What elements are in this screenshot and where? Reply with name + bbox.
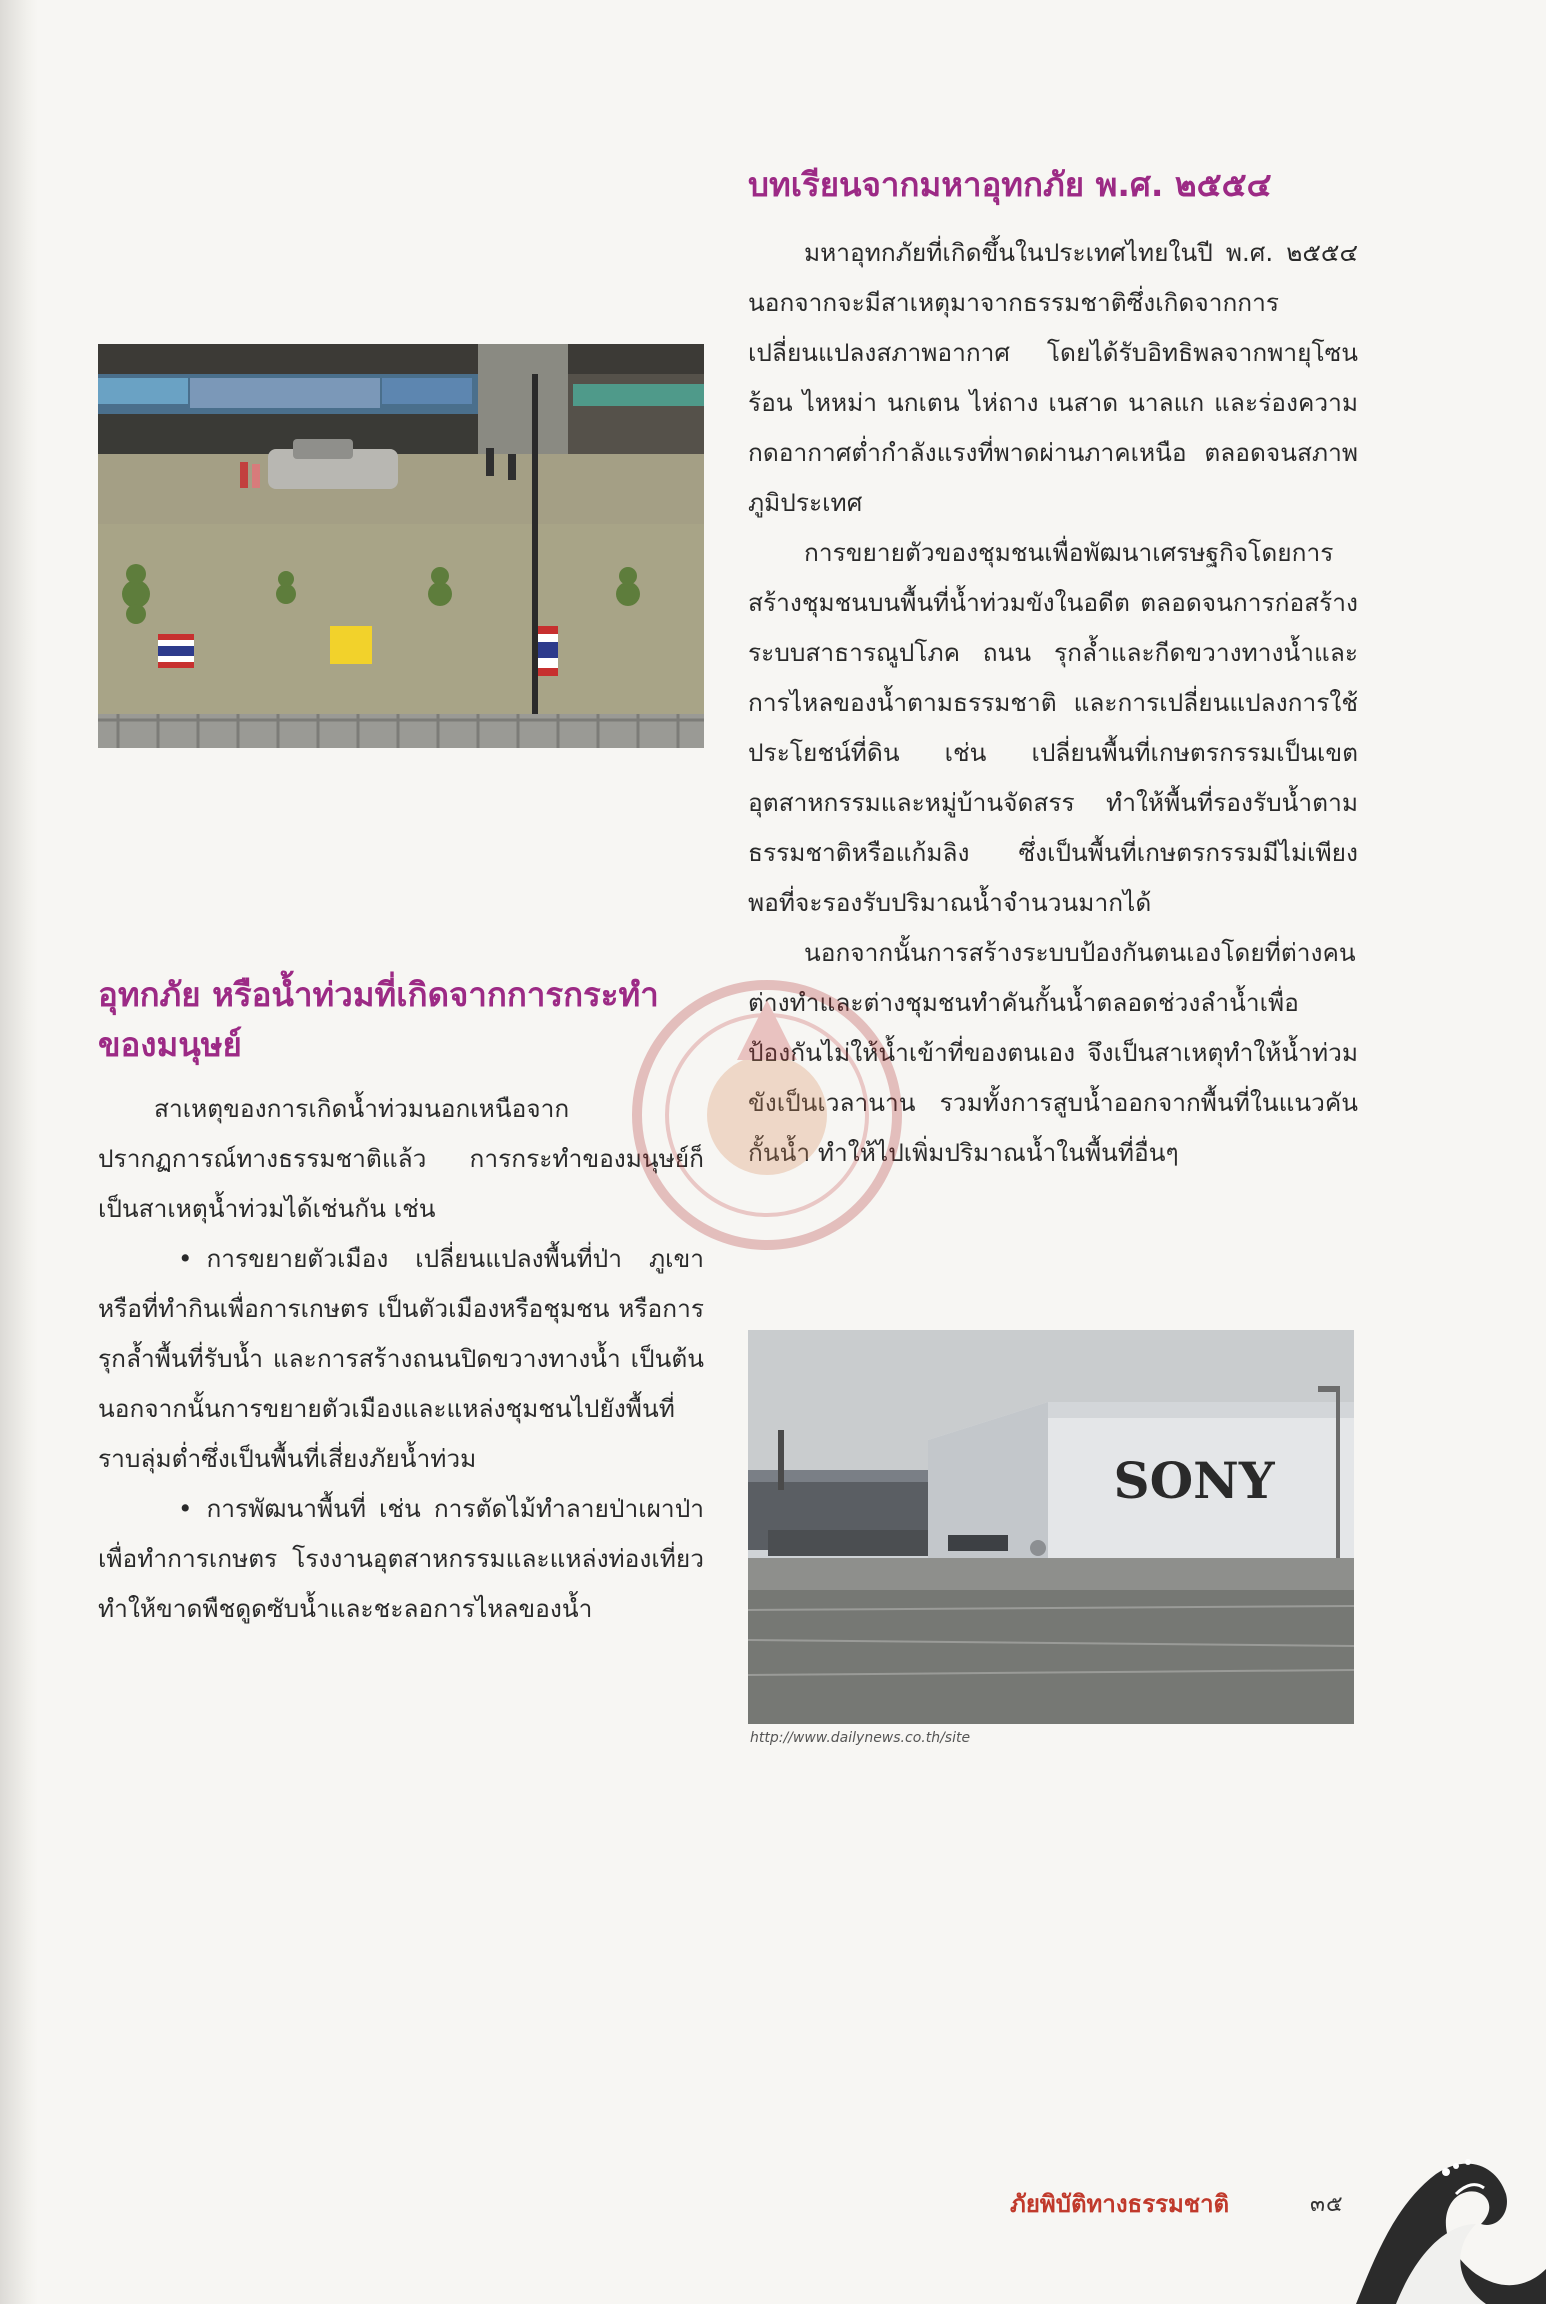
section-heading-lessons: บทเรียนจากมหาอุทกภัย พ.ศ. ๒๕๕๔ xyxy=(748,165,1272,204)
page-number: ๓๕ xyxy=(1310,2192,1344,2217)
intro-paragraph: สาเหตุของการเกิดน้ำท่วมนอกเหนือจากปรากฏการณ์ทางธรรมชาติแล้ว การกระทำของมนุษย์ก็เป็นสาเหตุน้ำท่วมได้เช่นกัน เช่น xyxy=(98,1094,704,1223)
bullet-item: • การขยายตัวเมือง เปลี่ยนแปลงพื้นที่ป่า ภูเขา หรือที่ทำกินเพื่อการเกษตร เป็นตัวเมืองหรือชุมชน หรือการรุกล้ำพื้นที่รับน้ำ และการสร้างถนนปิดขวางทางน้ำ เป็นต้น นอกจากนั้นการขยายตัวเมืองและแหล่งชุมชนไปยังพื้นที่ราบลุ่มต่ำซึ่งเป็นพื้นที่เสี่ยงภัยน้ำท่วม xyxy=(98,1234,704,1484)
watermark-seal xyxy=(622,970,912,1260)
bullet-icon: • xyxy=(178,1494,193,1523)
bullet-icon: • xyxy=(178,1244,193,1273)
page-binding-shadow xyxy=(0,0,38,2304)
bullet-item: • การพัฒนาพื้นที่ เช่น การตัดไม้ทำลายป่าเผาป่า เพื่อทำการเกษตร โรงงานอุตสาหกรรมและแหล่งท่องเที่ยว ทำให้ขาดพืชดูดซับน้ำและชะลอการไหลของน้ำ xyxy=(98,1484,704,1634)
flood-street-photo xyxy=(98,344,704,748)
factory-sign-text: SONY xyxy=(1113,1451,1275,1510)
footer-section-title: ภัยพิบัติทางธรรมชาติ xyxy=(1010,2190,1230,2218)
section-heading-human-flood: อุทกภัย หรือน้ำท่วมที่เกิดจากการกระทำของมนุษย์ xyxy=(98,975,659,1064)
photo-credit-caption: http://www.dailynews.co.th/site xyxy=(750,1730,971,1746)
paragraph: การขยายตัวของชุมชนเพื่อพัฒนาเศรษฐกิจโดยการสร้างชุมชนบนพื้นที่น้ำท่วมขังในอดีต ตลอดจนการก่อสร้างระบบสาธารณูปโภค ถนน รุกล้ำและกีดขวางทางน้ำและการไหลของน้ำตามธรรมชาติ และการเปลี่ยนแปลงการใช้ประโยชน์ที่ดิน เช่น เปลี่ยนพื้นที่เกษตรกรรมเป็นเขตอุตสาหกรรมและหมู่บ้านจัดสรร ทำให้พื้นที่รองรับน้ำตามธรรมชาติหรือแก้มลิง ซึ่งเป็นพื้นที่เกษตรกรรมมีไม่เพียงพอที่จะรองรับปริมาณน้ำจำนวนมากได้ xyxy=(748,538,1358,917)
flooded-factory-photo xyxy=(748,1330,1354,1724)
left-column xyxy=(98,970,704,1634)
wave-illustration xyxy=(1356,2054,1546,2304)
paragraph: มหาอุทกภัยที่เกิดขึ้นในประเทศไทยในปี พ.ศ. ๒๕๕๔ นอกจากจะมีสาเหตุมาจากธรรมชาติซึ่งเกิดจากการเปลี่ยนแปลงสภาพอากาศ โดยได้รับอิทธิพลจากพายุโซนร้อน ไหหม่า นกเตน ไห่ถาง เนสาด นาลแก และร่องความกดอากาศต่ำกำลังแรงที่พาดผ่านภาคเหนือ ตลอดจนสภาพภูมิประเทศ xyxy=(748,238,1358,517)
paragraph: นอกจากนั้นการสร้างระบบป้องกันตนเองโดยที่ต่างคนต่างทำและต่างชุมชนทำคันกั้นน้ำตลอดช่วงลำน้ำเพื่อป้องกันไม่ให้น้ำเข้าที่ของตนเอง จึงเป็นสาเหตุทำให้น้ำท่วมขังเป็นเวลานาน รวมทั้งการสูบน้ำออกจากพื้นที่ในแนวคันกั้นน้ำ ทำให้ไปเพิ่มปริมาณน้ำในพื้นที่อื่นๆ xyxy=(748,938,1358,1167)
